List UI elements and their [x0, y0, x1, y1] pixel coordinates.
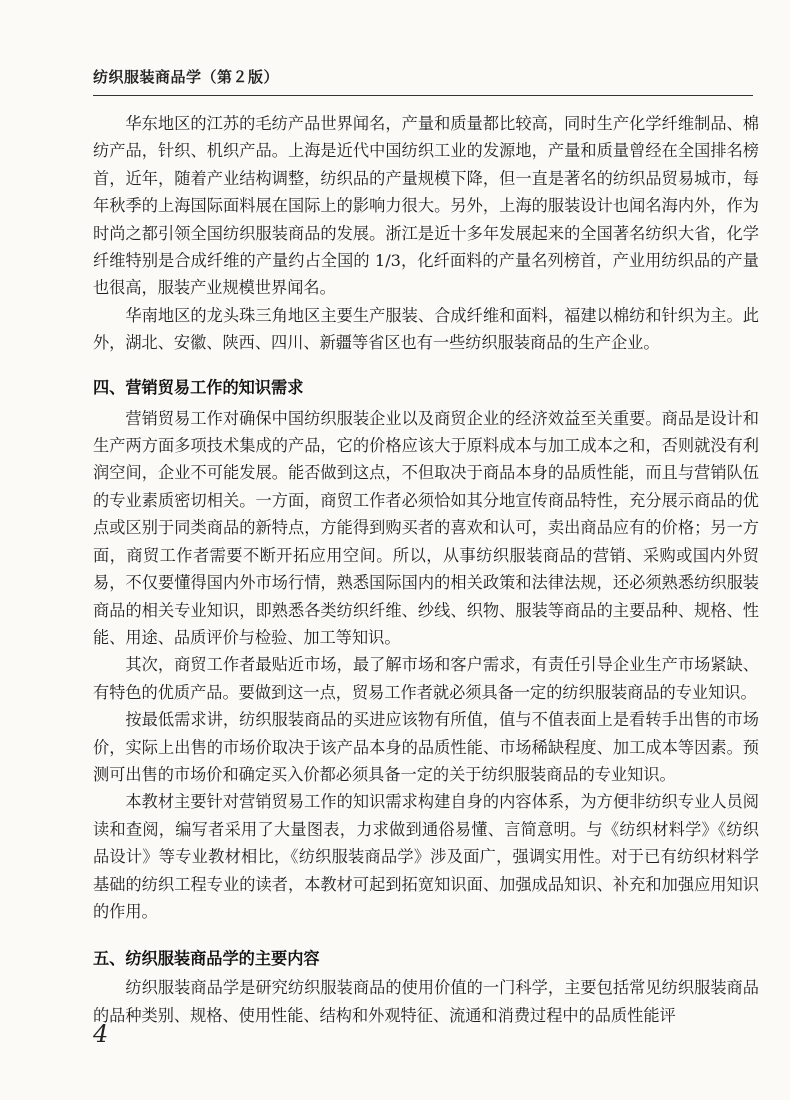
paragraph-marketing-importance: 营销贸易工作对确保中国纺织服装企业以及商贸企业的经济效益至关重要。商品是设计和生产两方面多项技术集成的产品，它的价格应该大于原料成本与加工成本之和，否则就没有利润空间，企业不可能发展。能否做到这点，不但取决于商品本身的品质性能，而且与营销队伍的专业素质密切相关。一方面，商贸工作者必须恰如其分地宣传商品特性，充分展示商品的优点或区别于同类商品的新特点，方能得到购买者的喜欢和认可，卖出商品应有的价格；另一方面，商贸工作者需要不断开拓应用空间。所以，从事纺织服装商品的营销、采购或国内外贸易，不仅要懂得国内外市场行情，熟悉国际国内的相关政策和法律法规，还必须熟悉纺织服装商品的相关专业知识，即熟悉各类纺织纤维、纱线、织物、服装等商品的主要品种、规格、性能、用途、品质评价与检验、加工等知识。 — [93, 408, 759, 647]
paragraph-market-guidance: 其次，商贸工作者最贴近市场，最了解市场和客户需求，有责任引导企业生产市场紧缺、有特色的优质产品。要做到这一点，贸易工作者就必须具备一定的纺织服装商品的专业知识。 — [93, 655, 759, 702]
section-heading-main-content: 五、纺织服装商品学的主要内容 — [93, 949, 320, 969]
paragraph-textbook-scope: 本教材主要针对营销贸易工作的知识需求构建自身的内容体系，为方便非纺织专业人员阅读和查阅，编写者采用了大量图表，力求做到通俗易懂、言简意明。与《纺织材料学》《纺织品设计》等专业教材相比，《纺织服装商品学》涉及面广，强调实用性。对于已有纺织材料学基础的纺织工程专业的读者，本教材可起到拓宽知识面、加强成品知识、补充和加强应用知识的作用。 — [93, 792, 759, 921]
paragraph-east-china: 华东地区的江苏的毛纺产品世界闻名，产量和质量都比较高，同时生产化学纤维制品、棉纺产品，针织、机织产品。上海是近代中国纺织工业的发源地，产量和质量曾经在全国排名榜首，近年，随着产业结构调整，纺织品的产量规模下降，但一直是著名的纺织品贸易城市，每年秋季的上海国际面料展在国际上的影响力很大。另外，上海的服装设计也闻名海内外，作为时尚之都引领全国纺织服装商品的发展。浙江是近十多年发展起来的全国著名纺织大省，化学纤维特别是合成纤维的产量约占全国的 1/3，化纤面料的产量名列榜首，产业用纺织品的产量也很高，服装产业规模世界闻名。 — [93, 114, 759, 298]
body-text — [93, 110, 759, 1029]
page-number: 4 — [93, 1020, 109, 1048]
running-head-title: 纺织服装商品学（第２版） — [93, 68, 280, 86]
paragraph-minimum-requirement: 按最低需求讲，纺织服装商品的买进应该物有所值，值与不值表面上是看转手出售的市场价，实际上出售的市场价取决于该产品本身的品质性能、市场稀缺程度、加工成本等因素。预测可出售的市场价和确定买入价都必须具备一定的关于纺织服装商品的专业知识。 — [93, 710, 759, 784]
section-heading-marketing-knowledge: 四、营销贸易工作的知识需求 — [93, 377, 304, 397]
paragraph-discipline-definition: 纺织服装商品学是研究纺织服装商品的使用价值的一门科学，主要包括常见纺织服装商品的品种类别、规格、使用性能、结构和外观特征、流通和消费过程中的品质性能评 — [93, 978, 759, 1025]
paragraph-south-china: 华南地区的龙头珠三角地区主要生产服装、合成纤维和面料，福建以棉纺和针织为主。此外，湖北、安徽、陕西、四川、新疆等省区也有一些纺织服装商品的生产企业。 — [93, 305, 759, 353]
header-divider — [93, 95, 753, 96]
